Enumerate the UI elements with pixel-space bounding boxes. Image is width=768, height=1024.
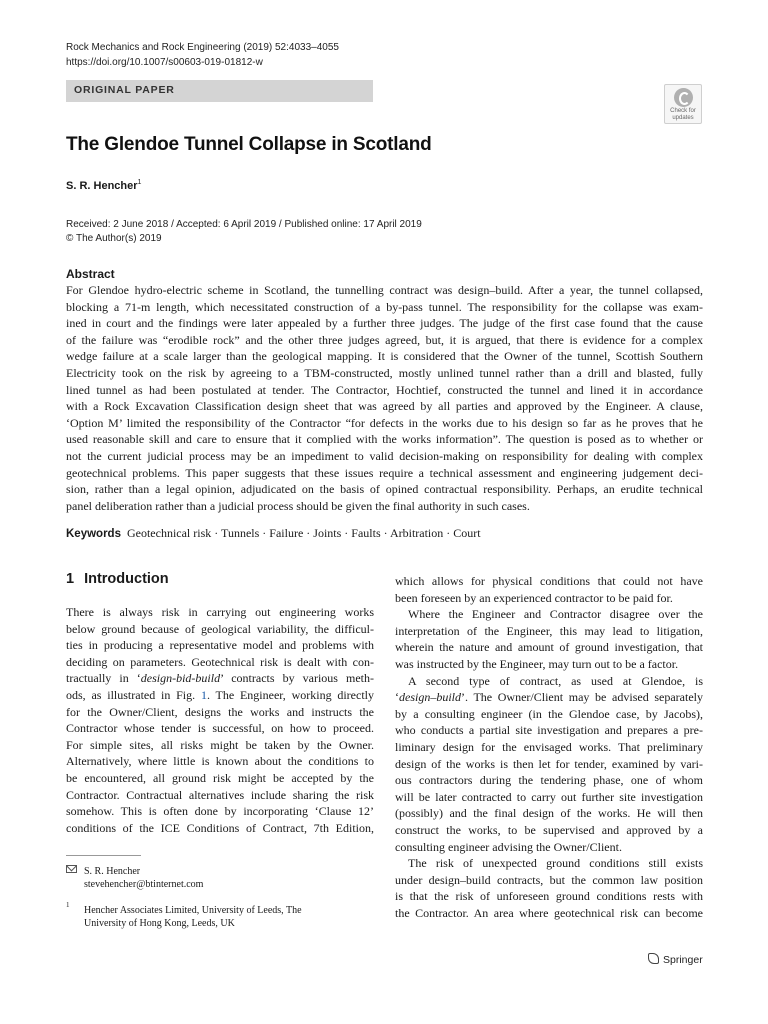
section-heading (66, 571, 169, 587)
body-line: was instructed by the Engineer, may turn out to be a factor. (395, 656, 679, 671)
body-line: Where the Engineer and Contractor disagree over the (408, 607, 703, 622)
abstract-line: wedge failure at a scale larger than the geological mapping. It is considered that the Owner of the tunnel, Scottish Southern (66, 349, 703, 364)
corresponding-author-name: S. R. Hencher (84, 866, 141, 877)
copyright-line: © The Author(s) 2019 (66, 233, 162, 244)
abstract-line: of the failure was “erodible rock” and the other three judges agreed, but, it is argued, that there is evidence for a complex (66, 332, 703, 347)
abstract-line: sion, rather than a legal opinion, adjudicated on the basis of opined contractual responsibility. Perhaps, an erudite technical (66, 482, 703, 497)
body-line: below ground because of geological variability, the difficul- (66, 621, 374, 636)
check-for-updates-badge[interactable] (664, 84, 702, 124)
abstract-line: ‘Option M’ limited the responsibility of the Contractor “for defects in the works due to his design so far as he proves that he (66, 415, 703, 430)
body-line: will be later contracted to carry out further site investigation (395, 789, 703, 804)
check-updates-line2: updates (672, 115, 694, 121)
abstract-heading: Abstract (66, 267, 115, 281)
body-line: is that the risk of unforeseen ground conditions rests with (395, 889, 703, 904)
abstract-line: lined tunnel as had been postulated at tender. The Contractor, Hochtief, constructed the tunnel and lined it in accordance (66, 382, 703, 397)
dates-line: Received: 2 June 2018 / Accepted: 6 April 2019 / Published online: 17 April 2019 (66, 219, 422, 230)
publisher-logo (648, 953, 703, 966)
check-updates-icon (674, 88, 693, 107)
body-line: been foreseen by an experienced contractor to be paid for. (395, 590, 673, 605)
abstract-body (66, 282, 703, 514)
abstract-line: not the current judicial process may be an impediment to valid decision-making on responsibility for dealing with complex (66, 448, 703, 463)
article-type-banner (66, 80, 373, 102)
keywords-text: Geotechnical risk · Tunnels · Failure · Joints · Faults · Arbitration · Court (126, 526, 481, 540)
body-line: There is always risk in carrying out engineering works (66, 605, 374, 619)
author-name: S. R. Hencher (66, 180, 138, 192)
corresponding-author-email[interactable]: stevehencher@btinternet.com (84, 879, 204, 890)
article-type-label: ORIGINAL PAPER (74, 84, 175, 96)
body-line: wherein the nature and amount of ground investigation, that (395, 640, 703, 655)
emphasis-design-build: design–build (399, 690, 461, 705)
journal-header (66, 40, 339, 70)
body-line: by a consulting engineer (in the Glendoe case, by Jacobs), (395, 706, 703, 721)
abstract-line: For Glendoe hydro-electric scheme in Scotland, the tunnelling contract was design–build. After a year, the tunnel collapsed, (66, 283, 703, 297)
publication-dates (66, 218, 422, 246)
body-line: design of the works is then let for tender, examined by vari- (395, 756, 703, 771)
body-line: which allows for physical conditions that could not have (395, 574, 703, 588)
keywords (66, 526, 481, 541)
body-line: the Contractor. An area where geotechnical risk can become (395, 905, 703, 920)
body-line: for the Owner/Client, designs the works and instructs the (66, 704, 374, 719)
affiliation-line: University of Hong Kong, Leeds, UK (84, 918, 235, 929)
publisher-name: Springer (663, 954, 703, 966)
body-line: construct the works, to be supervised and approved by a (395, 822, 703, 837)
section-title: Introduction (84, 571, 169, 587)
envelope-icon (66, 865, 77, 873)
body-line: A second type of contract, as used at Glendoe, is (408, 673, 703, 688)
check-updates-line1: Check for (670, 108, 696, 114)
body-line: For simple sites, all risks might be taken by the Owner. (66, 737, 374, 752)
abstract-line: used reasonable skill and care to ensure that it complied with the works information”. The question is posed as to whether or (66, 432, 703, 447)
body-line: Alternatively, where little is known about the conditions to (66, 754, 374, 769)
body-column-right (395, 573, 703, 921)
affiliation-line: Hencher Associates Limited, University of Leeds, The (84, 905, 302, 916)
affiliation (84, 904, 302, 930)
body-line: interpretation of the Engineer, this may lead to litigation, (395, 623, 703, 638)
body-line: deciding on parameters. Geotechnical risk is dealt with con- (66, 654, 374, 669)
doi-link[interactable]: https://doi.org/10.1007/s00603-019-01812-w (66, 57, 263, 68)
section-number: 1 (66, 571, 75, 587)
author-affiliation-mark: 1 (137, 179, 142, 186)
body-line: ties in producing a representative model and problems with (66, 638, 374, 653)
abstract-line: Electricity took on the risk by agreeing to a TBM-constructed, mostly unlined tunnel rather than a drill and blasted, fully (66, 365, 703, 380)
author-line (66, 179, 141, 192)
body-line: ous contractors during the tendering phase, one of whom (395, 773, 703, 788)
body-line: Contractor. Contractual alternatives include sharing the risk (66, 787, 374, 802)
abstract-line: geotechnical problems. This paper suggests that these issues require a technical assessment and engineering judgement deci- (66, 465, 703, 480)
footnote-divider (66, 855, 141, 856)
body-line: liminary design for the envisaged works. That preliminary (395, 739, 703, 754)
body-line: (possibly) and the final design of the works. He will then (395, 806, 703, 821)
abstract-line: with a Rock Excavation Classification design sheet that was agreed by all parties and approved by the Engineer. A clause, (66, 399, 703, 414)
emphasis-design-bid-build: design-bid-build (140, 671, 221, 686)
body-line: under design–build contracts, but the common law position (395, 872, 703, 887)
body-line: tractually in ‘design-bid-build’ contracts by various meth- (66, 671, 375, 686)
body-line: consulting engineer advising the Owner/Client. (395, 839, 622, 854)
body-line: who conducts a partial site investigation and prepares a pre- (395, 723, 703, 738)
springer-horse-icon (648, 953, 659, 964)
affiliation-number: 1 (66, 901, 70, 909)
body-line: be encountered, all ground risk might be accepted by the (66, 770, 374, 785)
body-line: ods, as illustrated in Fig. 1. The Engineer, working directly (66, 687, 375, 702)
abstract-line: blocking a 71-m length, which necessitated construction of a by-pass tunnel. The responsibility for the collapse was exam- (66, 299, 703, 314)
body-line: ‘design–build’. The Owner/Client may be advised separately (395, 690, 703, 705)
paper-title: The Glendoe Tunnel Collapse in Scotland (66, 134, 432, 155)
corresponding-author (84, 865, 203, 891)
journal-citation: Rock Mechanics and Rock Engineering (2019) 52:4033–4055 (66, 42, 339, 53)
body-column-left (66, 604, 374, 836)
body-line: conditions of the ICE Conditions of Contract, 7th Edition, (66, 820, 374, 835)
body-line: somehow. This is often done by incorporating ‘Clause 12’ (66, 804, 374, 819)
body-line: Contractor whose tender is successful, on how to proceed. (66, 721, 374, 736)
abstract-line: ined in court and the findings were later appealed by a further three judges. The judge of the first case found that the cause (66, 316, 703, 331)
keywords-label: Keywords (66, 528, 121, 540)
body-line: The risk of unexpected ground conditions still exists (408, 856, 703, 871)
abstract-line: panel deliberation rather than a judicial process should be given the final authority in such cases. (66, 498, 530, 513)
figure-1-link[interactable]: 1 (200, 687, 207, 702)
